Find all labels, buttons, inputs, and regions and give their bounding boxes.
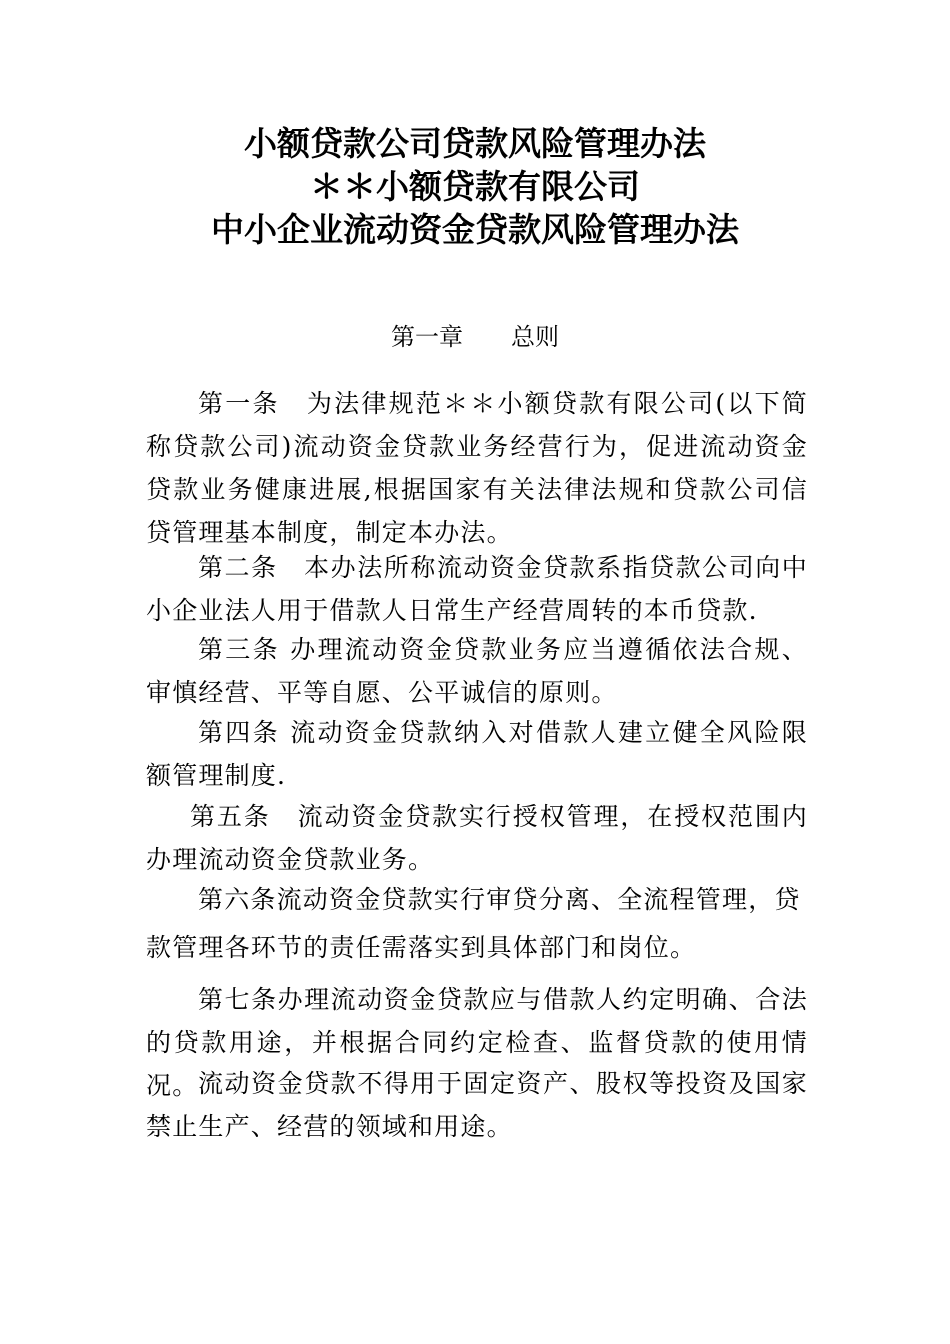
article-6-paragraph: 第六条流动资金贷款实行审贷分离、全流程管理，贷	[198, 885, 801, 914]
title-line-1: 小额贷款公司贷款风险管理办法	[244, 124, 706, 163]
article-3-paragraph: 第三条 办理流动资金贷款业务应当遵循依法合规、审慎经营、平等自愿、公平诚信的原则。	[146, 635, 808, 707]
article-6-continuation: 款管理各环节的责任需落实到具体部门和岗位。	[146, 933, 697, 962]
article-4-paragraph: 第四条 流动资金贷款纳入对借款人建立健全风险限额管理制度.	[146, 718, 808, 790]
chapter-heading: 第一章 总则	[391, 323, 559, 351]
article-5-paragraph: 第五条 流动资金贷款实行授权管理，在授权范围内办理流动资金贷款业务。	[146, 802, 808, 874]
article-2-paragraph: 第二条 本办法所称流动资金贷款系指贷款公司向中小企业法人用于借款人日常生产经营周转的本币贷款.	[146, 553, 808, 625]
article-1-paragraph: 第一条 为法律规范＊＊小额贷款有限公司(以下简称贷款公司)流动资金贷款业务经营行为，促进流动资金贷款业务健康进展,根据国家有关法律法规和贷款公司信贷管理基本制度，制定本办法。	[146, 389, 808, 547]
title-line-3: 中小企业流动资金贷款风险管理办法	[211, 210, 739, 249]
document-title	[0, 122, 950, 251]
title-line-2: ＊＊小额贷款有限公司	[310, 167, 640, 206]
article-7-second-paragraph: 流动资金贷款不得用于固定资产、股权等投资及国家禁止生产、经营的领域和用途。	[146, 1069, 808, 1141]
article-7-paragraph: 第七条办理流动资金贷款应与借款人约定明确、合法的贷款用途，并根据合同约定检查、监督贷款的使用情况。	[146, 985, 808, 1100]
